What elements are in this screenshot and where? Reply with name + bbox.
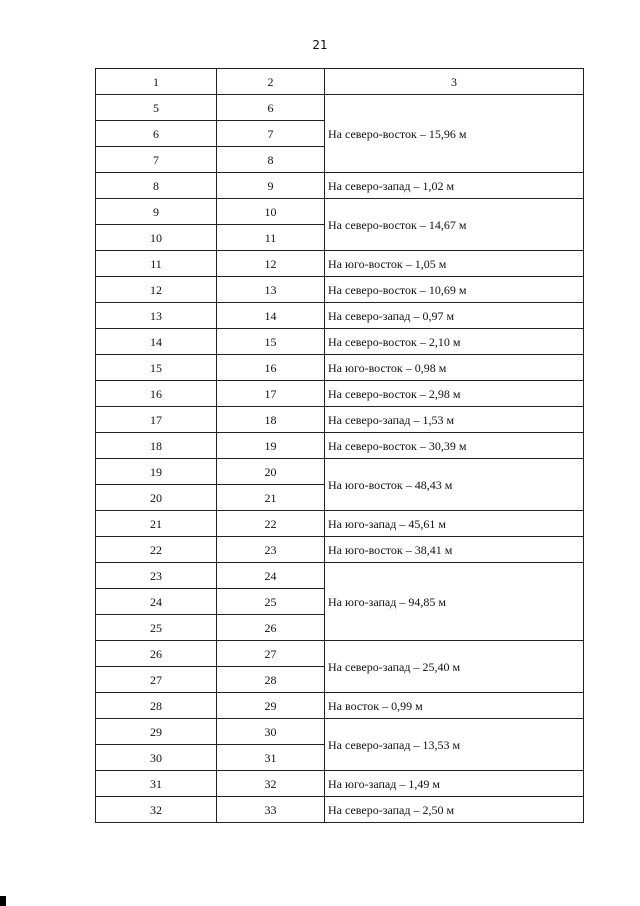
table-row [96, 433, 584, 459]
page-number: 21 [312, 38, 328, 52]
point-from-cell: 23 [96, 563, 217, 589]
point-to-cell: 10 [217, 199, 325, 225]
header-col-3: 3 [325, 69, 584, 95]
point-to-cell: 14 [217, 303, 325, 329]
boundary-table [95, 68, 584, 823]
point-from-cell: 24 [96, 589, 217, 615]
point-from-cell: 18 [96, 433, 217, 459]
direction-distance-cell: На юго-восток – 48,43 м [325, 459, 584, 511]
table-row [96, 199, 584, 225]
point-to-cell: 27 [217, 641, 325, 667]
direction-distance-cell: На северо-восток – 14,67 м [325, 199, 584, 251]
point-to-cell: 29 [217, 693, 325, 719]
point-to-cell: 22 [217, 511, 325, 537]
point-from-cell: 8 [96, 173, 217, 199]
point-to-cell: 11 [217, 225, 325, 251]
point-to-cell: 31 [217, 745, 325, 771]
direction-distance-cell: На юго-запад – 94,85 м [325, 563, 584, 641]
point-to-cell: 28 [217, 667, 325, 693]
scan-edge-mark [0, 896, 6, 906]
direction-distance-cell: На северо-запад – 13,53 м [325, 719, 584, 771]
table-row [96, 303, 584, 329]
direction-distance-cell: На юго-восток – 38,41 м [325, 537, 584, 563]
point-from-cell: 16 [96, 381, 217, 407]
header-col-2: 2 [217, 69, 325, 95]
point-to-cell: 15 [217, 329, 325, 355]
point-from-cell: 27 [96, 667, 217, 693]
direction-distance-cell: На северо-восток – 10,69 м [325, 277, 584, 303]
point-to-cell: 32 [217, 771, 325, 797]
point-to-cell: 8 [217, 147, 325, 173]
point-from-cell: 17 [96, 407, 217, 433]
point-from-cell: 20 [96, 485, 217, 511]
point-to-cell: 6 [217, 95, 325, 121]
direction-distance-cell: На северо-запад – 2,50 м [325, 797, 584, 823]
point-to-cell: 18 [217, 407, 325, 433]
direction-distance-cell: На северо-восток – 30,39 м [325, 433, 584, 459]
point-from-cell: 32 [96, 797, 217, 823]
table-row [96, 797, 584, 823]
point-to-cell: 24 [217, 563, 325, 589]
table-header-row [96, 69, 584, 95]
point-from-cell: 5 [96, 95, 217, 121]
point-to-cell: 7 [217, 121, 325, 147]
point-from-cell: 7 [96, 147, 217, 173]
table-row [96, 407, 584, 433]
point-to-cell: 13 [217, 277, 325, 303]
point-to-cell: 19 [217, 433, 325, 459]
direction-distance-cell: На северо-запад – 25,40 м [325, 641, 584, 693]
point-to-cell: 12 [217, 251, 325, 277]
point-to-cell: 9 [217, 173, 325, 199]
table-row [96, 329, 584, 355]
point-to-cell: 17 [217, 381, 325, 407]
point-from-cell: 9 [96, 199, 217, 225]
point-from-cell: 6 [96, 121, 217, 147]
table-row [96, 719, 584, 745]
point-to-cell: 21 [217, 485, 325, 511]
point-from-cell: 26 [96, 641, 217, 667]
table-row [96, 95, 584, 121]
direction-distance-cell: На юго-восток – 1,05 м [325, 251, 584, 277]
direction-distance-cell: На юго-запад – 45,61 м [325, 511, 584, 537]
point-from-cell: 31 [96, 771, 217, 797]
point-from-cell: 28 [96, 693, 217, 719]
point-to-cell: 25 [217, 589, 325, 615]
point-to-cell: 16 [217, 355, 325, 381]
direction-distance-cell: На северо-запад – 1,53 м [325, 407, 584, 433]
point-to-cell: 20 [217, 459, 325, 485]
point-to-cell: 26 [217, 615, 325, 641]
point-from-cell: 13 [96, 303, 217, 329]
direction-distance-cell: На северо-восток – 15,96 м [325, 95, 584, 173]
table-row [96, 251, 584, 277]
point-to-cell: 23 [217, 537, 325, 563]
direction-distance-cell: На северо-запад – 0,97 м [325, 303, 584, 329]
point-from-cell: 11 [96, 251, 217, 277]
point-from-cell: 21 [96, 511, 217, 537]
point-to-cell: 30 [217, 719, 325, 745]
table-row [96, 511, 584, 537]
table-row [96, 277, 584, 303]
table-row [96, 641, 584, 667]
direction-distance-cell: На юго-восток – 0,98 м [325, 355, 584, 381]
direction-distance-cell: На юго-запад – 1,49 м [325, 771, 584, 797]
table-row [96, 355, 584, 381]
table-row [96, 771, 584, 797]
point-from-cell: 12 [96, 277, 217, 303]
point-from-cell: 30 [96, 745, 217, 771]
direction-distance-cell: На восток – 0,99 м [325, 693, 584, 719]
point-from-cell: 29 [96, 719, 217, 745]
point-from-cell: 15 [96, 355, 217, 381]
header-col-1: 1 [96, 69, 217, 95]
table-row [96, 563, 584, 589]
point-to-cell: 33 [217, 797, 325, 823]
point-from-cell: 14 [96, 329, 217, 355]
table-row [96, 693, 584, 719]
direction-distance-cell: На северо-восток – 2,98 м [325, 381, 584, 407]
point-from-cell: 19 [96, 459, 217, 485]
point-from-cell: 22 [96, 537, 217, 563]
point-from-cell: 10 [96, 225, 217, 251]
point-from-cell: 25 [96, 615, 217, 641]
direction-distance-cell: На северо-восток – 2,10 м [325, 329, 584, 355]
table-row [96, 459, 584, 485]
direction-distance-cell: На северо-запад – 1,02 м [325, 173, 584, 199]
table-row [96, 537, 584, 563]
table-row [96, 381, 584, 407]
table-row [96, 173, 584, 199]
